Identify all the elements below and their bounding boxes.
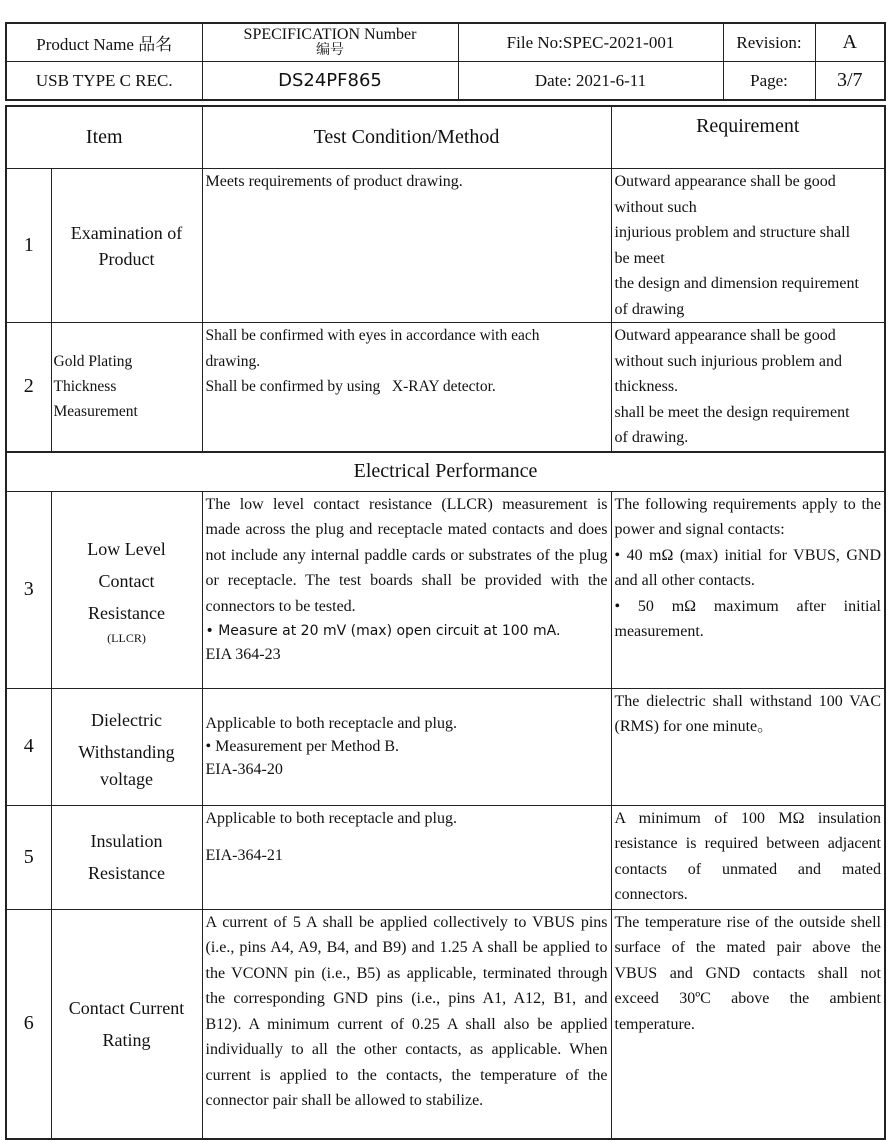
condition-line: drawing. xyxy=(205,352,261,370)
item-line: Thickness xyxy=(53,378,117,396)
row-number: 2 xyxy=(6,323,51,452)
item-line: Insulation xyxy=(90,831,163,851)
requirement-line: • 50 mΩ maximum after initial measurement. xyxy=(614,597,881,640)
table-row xyxy=(6,169,885,323)
requirement-text: The dielectric shall withstand 100 VAC (RMS) for one minute。 xyxy=(614,692,881,735)
requirement-line: of drawing. xyxy=(614,429,689,446)
row-requirement xyxy=(611,491,885,688)
condition-line: Applicable to both receptacle and plug. xyxy=(205,715,457,732)
item-line: Rating xyxy=(102,1029,151,1050)
spec-header-table xyxy=(5,22,886,101)
condition-text: The low level contact resistance (LLCR) measurement is made across the plug and receptacle mated contacts and does not include any internal paddle cards or substrates of the plug or receptacle. The test boards shall be provided with the connectors to be tested. xyxy=(205,495,608,615)
requirement-line: without such injurious problem and xyxy=(614,352,843,370)
spec-number-value: DS24PF865 xyxy=(202,62,458,101)
row-condition xyxy=(202,323,611,452)
revision-value: A xyxy=(815,23,885,62)
column-header-row xyxy=(6,106,885,169)
item-line: Examination of xyxy=(70,222,183,243)
requirement-line: shall be meet the design requirement xyxy=(614,403,850,421)
condition-line: Shall be confirmed with eyes in accordance with each xyxy=(205,327,540,344)
column-requirement: Requirement xyxy=(611,106,885,169)
item-note: (LLCR) xyxy=(107,630,146,645)
item-line: voltage xyxy=(100,768,153,789)
row-number: 1 xyxy=(6,169,51,323)
condition-text: A current of 5 A shall be applied collectively to VBUS pins (i.e., pins A4, A9, B4, and B9) and 1.25 A shall be applied to the VCONN pin (i.e., B5) as applicable, terminated through the corresponding GND pins (i.e., pins A1, A12, B1, and B12). A minimum current of 0.25 A shall also be applied individually to all the other contacts, as applicable. When current is applied to the contacts, the temperature of the connector pair shall be allowed to stabilize. xyxy=(205,913,608,1109)
spec-label-line1: SPECIFICATION Number xyxy=(243,25,417,43)
row-condition xyxy=(202,491,611,688)
row-condition xyxy=(202,169,611,323)
row-condition xyxy=(202,805,611,909)
row-number: 3 xyxy=(6,491,51,688)
page-value: 3/7 xyxy=(815,62,885,101)
requirement-line: without such xyxy=(614,198,697,216)
requirement-line: The following requirements apply to the power and signal contacts: xyxy=(614,495,881,538)
row-condition xyxy=(202,909,611,1139)
requirement-text: A minimum of 100 MΩ insulation resistance is required between adjacent contacts of unmated and mated connectors. xyxy=(614,809,881,903)
condition-line: Applicable to both receptacle and plug. xyxy=(205,809,457,827)
condition-bullet: • Measure at 20 mV (max) open circuit at 100 mA. xyxy=(205,623,561,639)
file-number: File No:SPEC-2021-001 xyxy=(458,23,723,62)
item-line: Contact xyxy=(98,570,155,591)
product-name-label: Product Name 品名 xyxy=(6,23,202,62)
revision-label: Revision: xyxy=(723,23,815,62)
item-line: Resistance xyxy=(88,863,165,883)
item-line: Resistance xyxy=(88,602,165,623)
column-item: Item xyxy=(6,106,202,169)
table-row xyxy=(6,805,885,909)
item-line: Gold Plating xyxy=(53,353,133,371)
item-line: Withstanding xyxy=(78,741,175,762)
row-item xyxy=(51,909,202,1139)
spacer xyxy=(206,831,608,843)
condition-line: Meets requirements of product drawing. xyxy=(205,173,463,190)
row-requirement xyxy=(611,323,885,452)
table-row xyxy=(6,688,885,805)
condition-line: • Measurement per Method B. xyxy=(205,738,400,755)
requirement-line: be meet xyxy=(614,249,665,267)
row-requirement xyxy=(611,169,885,323)
row-requirement xyxy=(611,688,885,805)
item-line: Product xyxy=(98,248,155,269)
condition-line: EIA-364-21 xyxy=(205,847,283,864)
section-title: Electrical Performance xyxy=(6,452,885,492)
requirement-line: • 40 mΩ (max) initial for VBUS, GND and all other contacts. xyxy=(614,546,881,589)
section-row xyxy=(6,452,885,492)
item-line: Low Level xyxy=(87,538,166,559)
row-item xyxy=(51,323,202,452)
page-label: Page: xyxy=(723,62,815,101)
row-item xyxy=(51,805,202,909)
row-item xyxy=(51,491,202,688)
row-condition xyxy=(202,688,611,805)
row-item xyxy=(51,169,202,323)
spec-number-label xyxy=(202,23,458,62)
row-requirement xyxy=(611,909,885,1139)
column-condition: Test Condition/Method xyxy=(202,106,611,169)
requirement-text: The temperature rise of the outside shell surface of the mated pair above the VBUS and GND contacts shall not exceed 30ºC above the ambient temperature. xyxy=(614,913,881,1033)
date-value: Date: 2021-6-11 xyxy=(458,62,723,101)
row-number: 5 xyxy=(6,805,51,909)
requirement-line: injurious problem and structure shall xyxy=(614,224,851,241)
row-number: 4 xyxy=(6,688,51,805)
spec-label-line2: 编号 xyxy=(316,42,344,58)
row-item xyxy=(51,688,202,805)
condition-standard: EIA 364-23 xyxy=(205,645,281,663)
item-line: Contact Current xyxy=(68,997,185,1018)
row-requirement xyxy=(611,805,885,909)
table-row xyxy=(6,323,885,452)
test-spec-table xyxy=(5,105,886,1140)
requirement-line: Outward appearance shall be good xyxy=(614,327,836,344)
row-number: 6 xyxy=(6,909,51,1139)
requirement-line: of drawing xyxy=(614,300,685,318)
requirement-line: thickness. xyxy=(614,378,679,395)
item-line: Dielectric xyxy=(91,709,162,730)
item-line: Measurement xyxy=(53,403,138,421)
condition-line: EIA-364-20 xyxy=(205,761,283,778)
condition-line: Shall be confirmed by using X-RAY detector. xyxy=(205,378,496,395)
requirement-line: Outward appearance shall be good xyxy=(614,173,836,190)
table-row xyxy=(6,491,885,688)
product-name-value: USB TYPE C REC. xyxy=(6,62,202,101)
table-row xyxy=(6,909,885,1139)
requirement-line: the design and dimension requirement xyxy=(614,275,859,292)
